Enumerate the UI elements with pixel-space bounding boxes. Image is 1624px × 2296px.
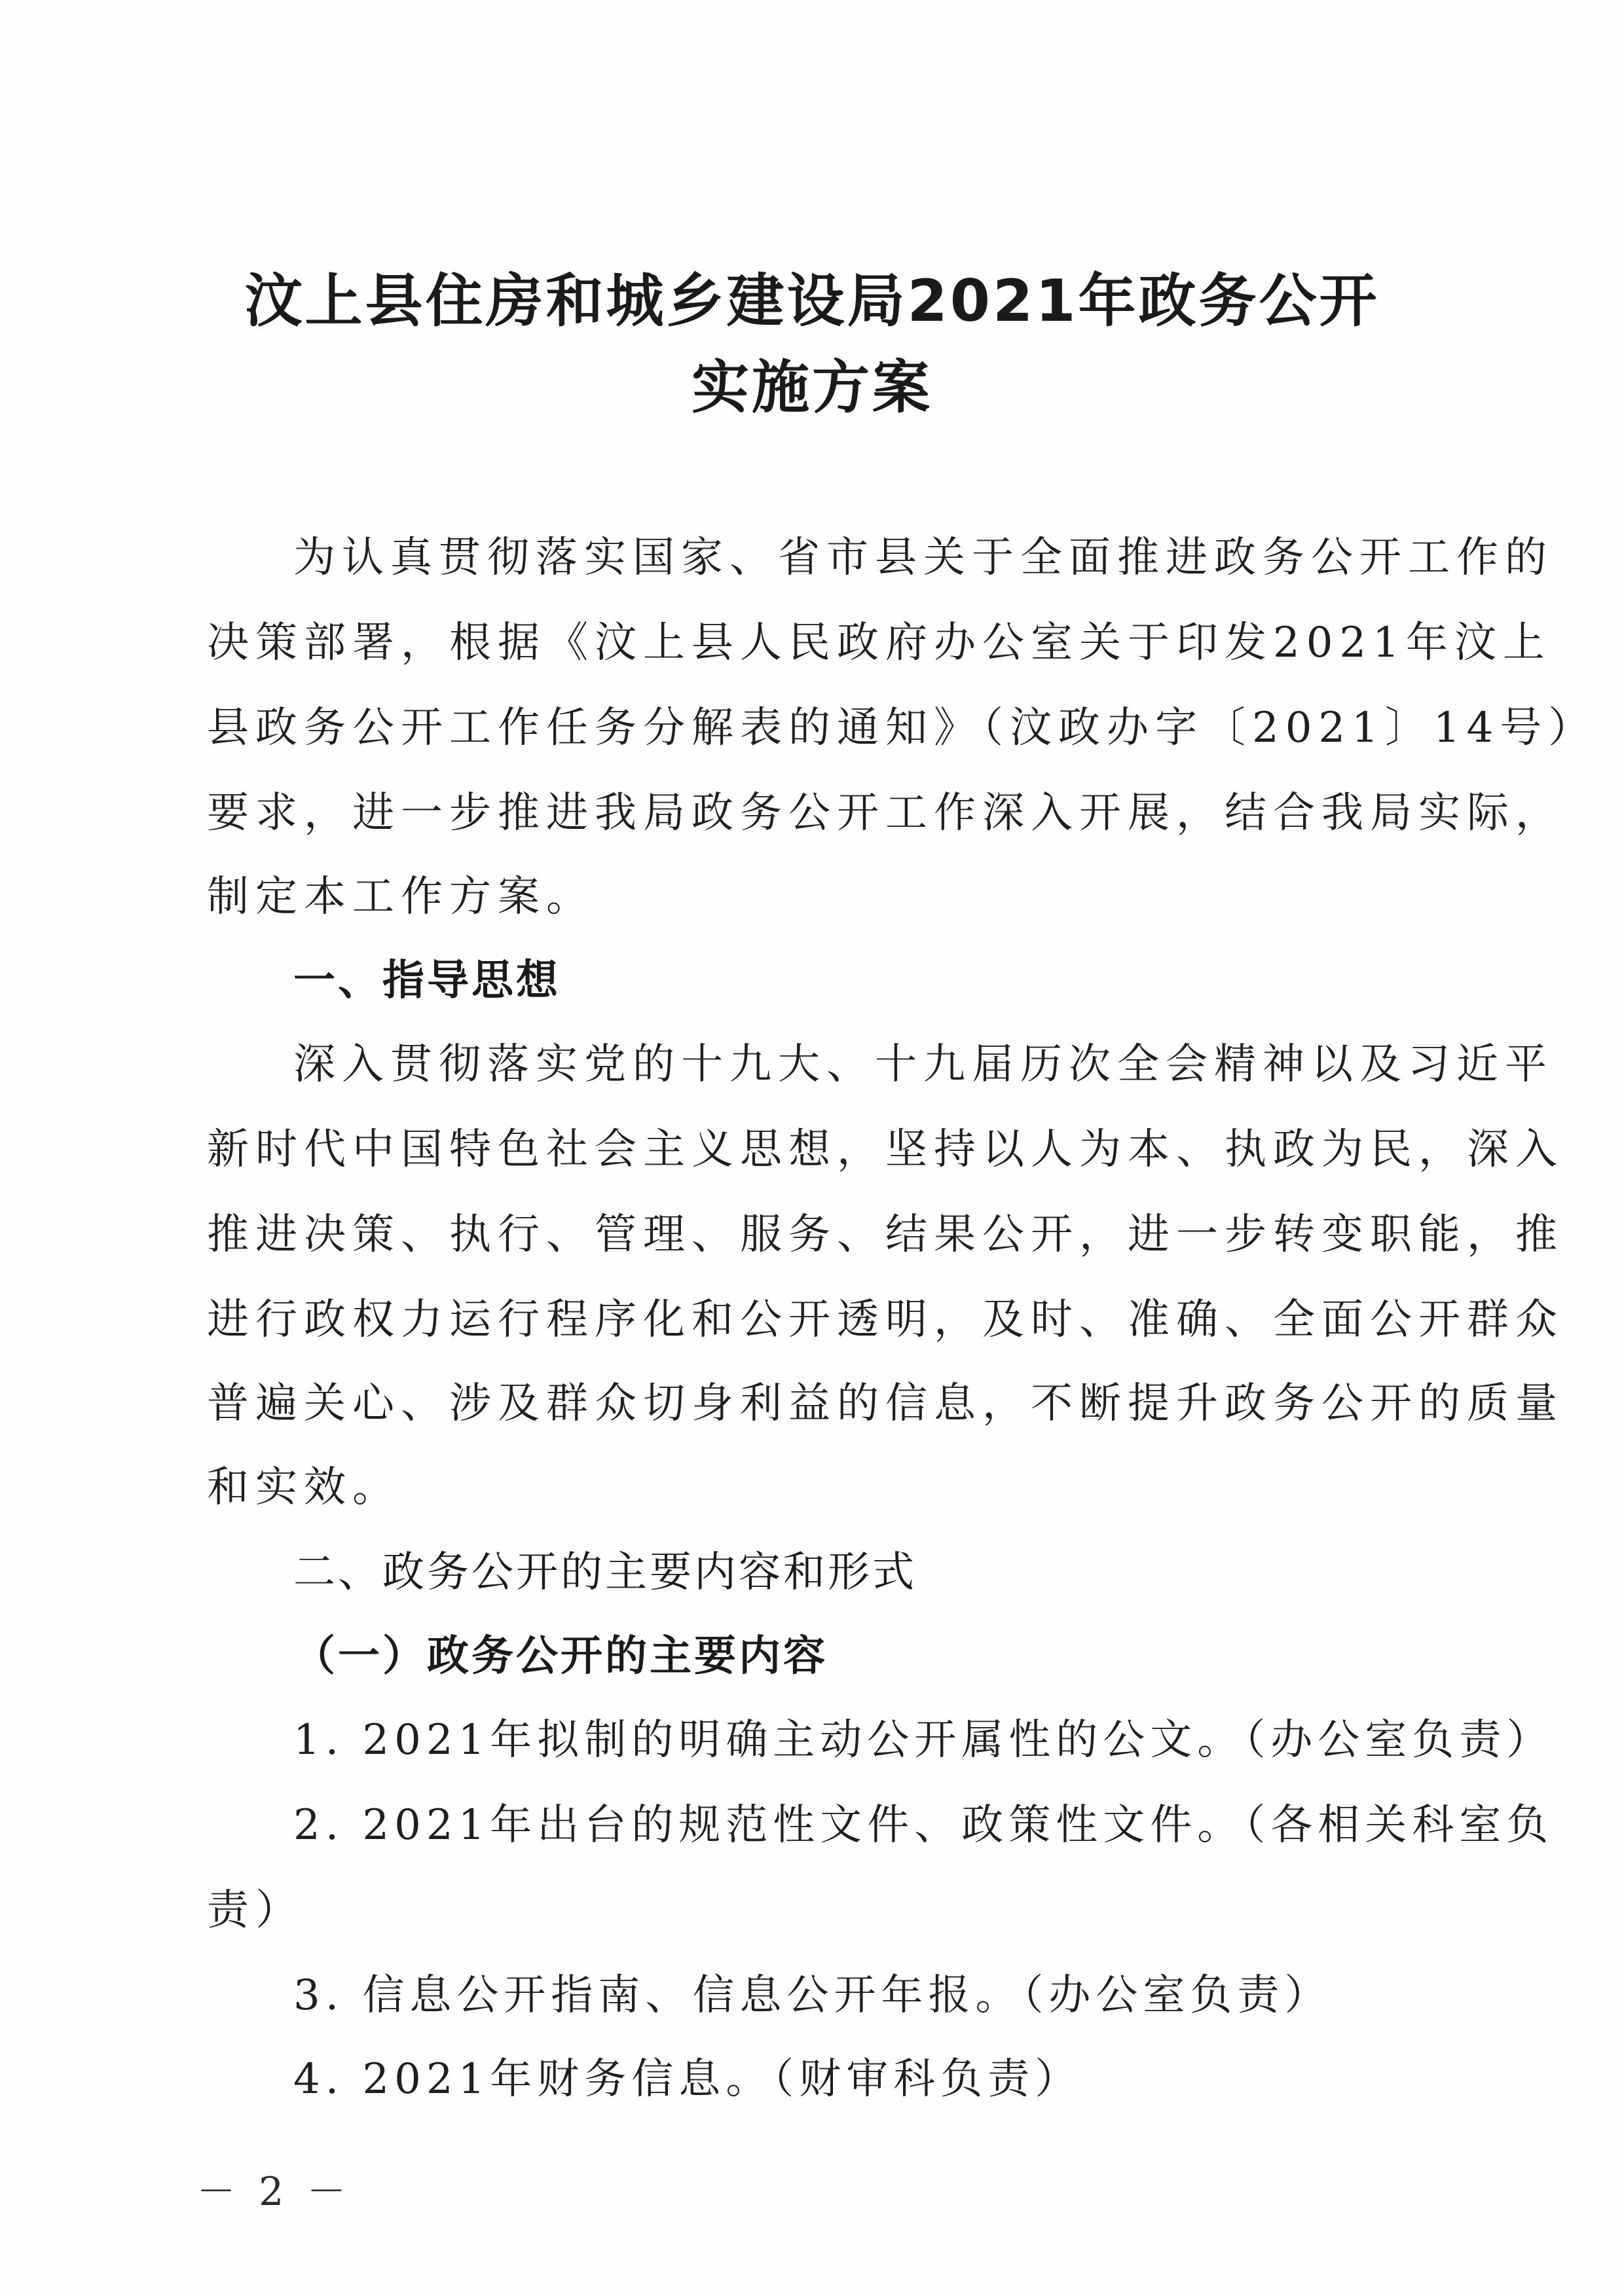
intro-line-4: 要求，进一步推进我局政务公开工作深入开展，结合我局实际， (207, 789, 1564, 837)
intro-line-3: 县政务公开工作任务分解表的通知》（汶政办字〔2021〕14号） (207, 704, 1597, 752)
item-2-continued: 责） (207, 1886, 304, 1935)
section-1-line-4: 进行政权力运行程序化和公开透明，及时、准确、全面公开群众 (207, 1296, 1564, 1344)
item-1: 1. 2021年拟制的明确主动公开属性的公文。（办公室负责） (293, 1716, 1554, 1764)
intro-line-1: 为认真贯彻落实国家、省市县关于全面推进政务公开工作的 (293, 534, 1553, 582)
section-1-line-3: 推进决策、执行、管理、服务、结果公开，进一步转变职能，推 (207, 1211, 1564, 1259)
intro-line-2: 决策部署，根据《汶上县人民政府办公室关于印发2021年汶上 (207, 619, 1551, 667)
page-number: － 2 － (196, 2169, 352, 2215)
section-1-line-1: 深入贯彻落实党的十九大、十九届历次全会精神以及习近平 (293, 1040, 1553, 1089)
item-3: 3. 信息公开指南、信息公开年报。（办公室负责） (293, 1971, 1332, 2020)
item-4: 4. 2021年财务信息。（财审科负责） (293, 2055, 1082, 2104)
section-1-line-5: 普遍关心、涉及群众切身利益的信息，不断提升政务公开的质量 (207, 1379, 1564, 1428)
document-title-line-2: 实施方案 (691, 354, 932, 421)
section-2-heading: 二、政务公开的主要内容和形式 (293, 1548, 917, 1597)
intro-line-5: 制定本工作方案。 (207, 873, 595, 921)
section-1-line-2: 新时代中国特色社会主义思想，坚持以人为本、执政为民，深入 (207, 1125, 1564, 1174)
item-2: 2. 2021年出台的规范性文件、政策性文件。（各相关科室负 (293, 1801, 1554, 1850)
section-1-line-6: 和实效。 (207, 1463, 401, 1512)
subsection-1-heading: （一）政务公开的主要内容 (293, 1632, 828, 1681)
section-1-heading: 一、指导思想 (293, 957, 561, 1005)
document-title-line-1: 汶上县住房和城乡建设局2021年政务公开 (244, 267, 1380, 335)
